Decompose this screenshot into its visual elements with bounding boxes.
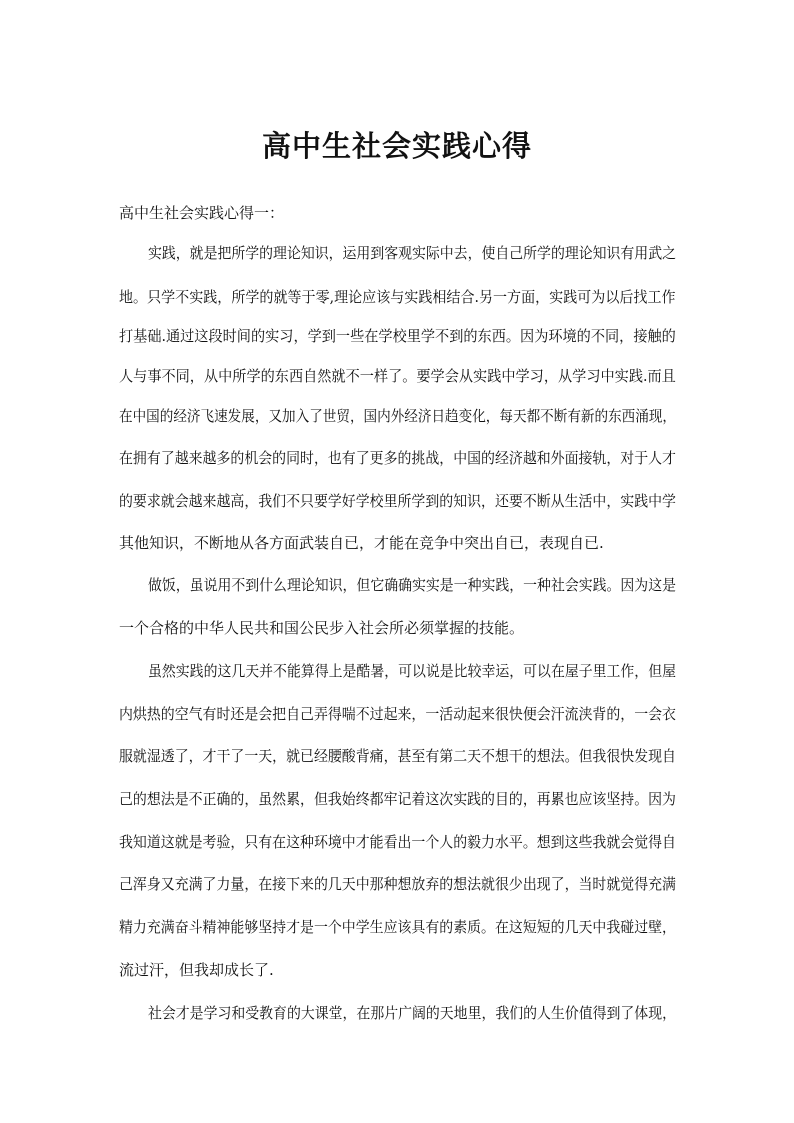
- paragraph-line: 其他知识，不断地从各方面武装自已，才能在竞争中突出自已，表现自已.: [119, 534, 604, 552]
- paragraph-line: 做饭，虽说用不到什么理论知识，但它确确实实是一种实践，一种社会实践。因为这是: [148, 576, 677, 594]
- paragraph-line: 打基础.通过这段时间的实习，学到一些在学校里学不到的东西。因为环境的不同，接触的: [119, 327, 676, 345]
- paragraph-line: 我知道这就是考验，只有在这种环境中才能看出一个人的毅力水平。想到这些我就会觉得自: [119, 833, 676, 851]
- paragraph-line: 在中国的经济飞速发展，又加入了世贸，国内外经济日趋变化，每天都不断有新的东西涌现，: [119, 407, 677, 425]
- paragraph-line: 一个合格的中华人民共和国公民步入社会所必须掌握的技能。: [119, 619, 525, 637]
- paragraph-line: 地。只学不实践，所学的就等于零,理论应该与实践相结合.另一方面，实践可为以后找工作: [119, 288, 676, 306]
- paragraph-line: 服就湿透了，才干了一天，就已经腰酸背痛，甚至有第二天不想干的想法。但我很快发现自: [119, 747, 676, 765]
- paragraph-line: 己浑身又充满了力量，在接下来的几天中那种想放弃的想法就很少出现了，当时就觉得充满: [119, 875, 676, 893]
- paragraph-line: 实践，就是把所学的理论知识，运用到客观实际中去，使自己所学的理论知识有用武之: [148, 244, 677, 262]
- paragraph-line: 流过汗，但我却成长了.: [119, 961, 274, 979]
- paragraph-line: 在拥有了越来越多的机会的同时，也有了更多的挑战，中国的经济越和外面接轨，对于人才: [119, 449, 676, 467]
- paragraph-line: 内烘热的空气有时还是会把自己弄得喘不过起来，一活动起来很快便会汗流浃背的，一会衣: [119, 705, 676, 723]
- paragraph-line: 人与事不同，从中所学的东西自然就不一样了。要学会从实践中学习，从学习中实践.而且: [119, 367, 676, 385]
- section-heading: 高中生社会实践心得一：: [119, 204, 285, 222]
- paragraph-line: 的要求就会越来越高，我们不只要学好学校里所学到的知识，还要不断从生活中，实践中学: [119, 492, 676, 510]
- paragraph-line: 虽然实践的这几天并不能算得上是酷暑，可以说是比较幸运，可以在屋子里工作，但屋: [148, 662, 677, 680]
- paragraph-line: 己的想法是不正确的，虽然累，但我始终都牢记着这次实践的目的，再累也应该坚持。因为: [119, 790, 676, 808]
- paragraph-line: 社会才是学习和受教育的大课堂，在那片广阔的天地里，我们的人生价值得到了体现，: [148, 1004, 677, 1022]
- document-title: 高中生社会实践心得: [261, 129, 532, 163]
- paragraph-line: 精力充满奋斗精神能够坚持才是一个中学生应该具有的素质。在这短短的几天中我碰过壁，: [119, 918, 676, 936]
